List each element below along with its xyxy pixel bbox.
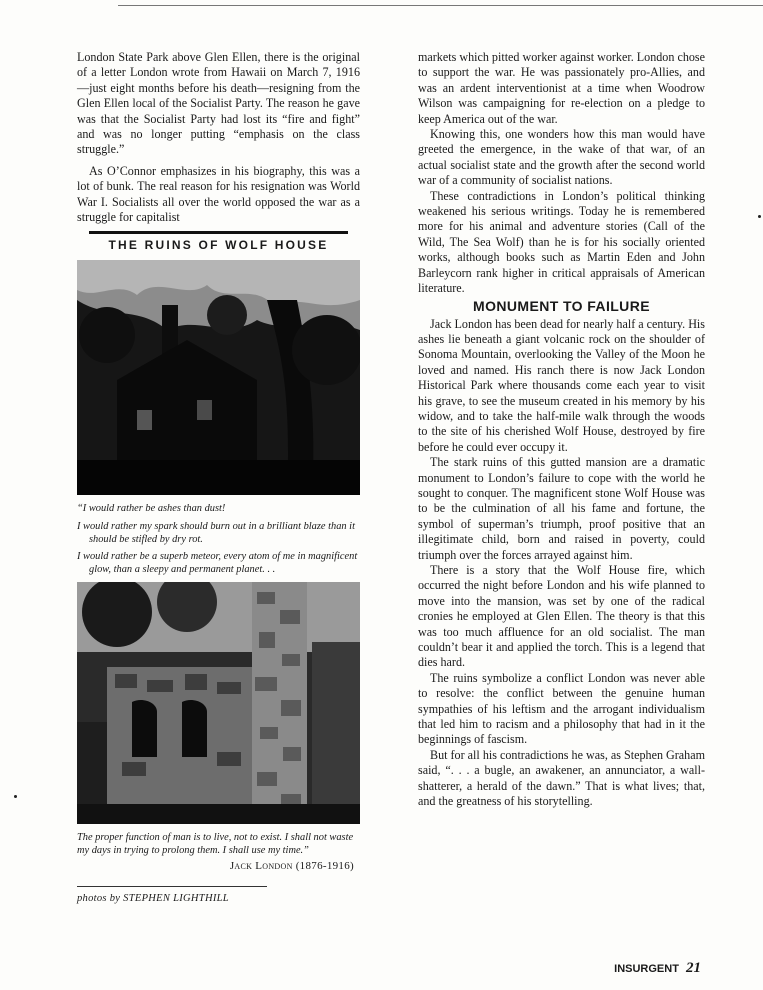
credit-rule: [77, 886, 267, 887]
poem-quote: [77, 503, 360, 576]
photo-credit: photos by STEPHEN LIGHTHILL: [77, 893, 229, 905]
top-rule: [118, 5, 763, 6]
photo-caption: The proper function of man is to live, not to exist. I shall not waste my days in trying to prolong them. I shall use my time.”: [77, 832, 354, 857]
wolf-house-ruins-photo-2: [77, 582, 360, 824]
body-paragraph: These contradictions in London’s political thinking weakened his serious writings. Today he is remembered more for his animal and adventure stories (Call of the Wild, The Sea Wolf) than he is for his socially oriented works, although books such as Martin Eden and John Barleycorn rank higher in critical appraisals of American literature.: [418, 188, 705, 296]
left-column: [77, 50, 360, 904]
subheading: MONUMENT TO FAILURE: [473, 297, 650, 314]
body-paragraph: There is a story that the Wolf House fire, which occurred the night before London and his wife planned to move into the mansion, was set by one of the radical cronies he employed at Glen Ellen. The theory is that this was too much affluence for an old socialist. The man couldn’t bear it and applied the torch. This is a legend that dies hard.: [418, 563, 705, 670]
right-column: [418, 50, 705, 810]
body-paragraph: Jack London has been dead for nearly half a century. His ashes lie beneath a giant volcanic rock on the shoulder of Sonoma Mountain, overlooking the Valley of the Moon he loved and named. His ranch there is now Jack London Historical Park where thousands come each year to visit his grave, to see the museum created in his memory by his widow, and to take the half-mile walk through the woods to the site of his cherished Wolf House, destroyed by fire before he could ever occupy it.: [418, 316, 705, 454]
print-speck: [758, 215, 761, 218]
section-title: THE RUINS OF WOLF HOUSE: [108, 238, 329, 253]
poem-line: “I would rather be ashes than dust!: [77, 503, 226, 515]
page-number: 21: [686, 960, 701, 976]
body-paragraph: The ruins symbolize a conflict London was never able to resolve: the conflict between the genuine human sympathies of his leftism and the arrogant individualism that led him to racism and a philosophy that had in it the beginnings of fascism.: [418, 670, 705, 747]
body-paragraph: The stark ruins of this gutted mansion are a dramatic monument to London’s failure to cope with the world he sought to conquer. The magnificent stone Wolf House was to be the culmination of all his fame and fortune, the symbol of superman’s triumph, proof positive that an illegitimate child, born and raised in poverty, could triumph over the forces arrayed against him.: [418, 455, 705, 562]
section-rule: [89, 231, 348, 234]
body-paragraph: But for all his contradictions he was, as Stephen Graham said, “. . . a bugle, an awakener, an annunciator, a wall-shatterer, a herald of the dawn.” That is what lives; that, and the greatness of his storytelling.: [418, 747, 705, 809]
body-paragraph: Knowing this, one wonders how this man would have greeted the emergence, in the wake of that war, of an actual socialist state and the growth after the second world war of a community of socialist nations.: [418, 127, 705, 188]
magazine-name: INSURGENT: [614, 963, 679, 975]
wolf-house-ruins-photo-1: [77, 260, 360, 495]
body-paragraph: London State Park above Glen Ellen, there is the original of a letter London wrote from Hawaii on March 7, 1916—just eight months before his death—resigning from the Glen Ellen local of the Socialist Party. The reason he gave was that the Socialist Party had lost its “fire and fight” and was no longer putting “emphasis on the class struggle.”: [77, 50, 360, 157]
body-paragraph: markets which pitted worker against worker. London chose to support the war. He was passionately pro-Allies, and was an ardent interventionist at a time when Woodrow Wilson was campaigning for re-election on a pledge to keep America out of the war.: [418, 50, 705, 126]
quote-attribution: Jack London (1876-1916): [229, 860, 354, 873]
print-speck: [14, 795, 17, 798]
page-footer: [614, 960, 701, 977]
body-paragraph: As O’Connor emphasizes in his biography, this was a lot of bunk. The real reason for his resignation was World War I. Socialists all over the world opposed the war as a struggle for capitalist: [77, 163, 360, 225]
poem-line: I would rather my spark should burn out in a brilliant blaze than it should be stifled by dry rot.: [77, 521, 355, 545]
poem-line: I would rather be a superb meteor, every atom of me in magnificent glow, than a sleepy and permanent planet. . .: [77, 551, 358, 575]
